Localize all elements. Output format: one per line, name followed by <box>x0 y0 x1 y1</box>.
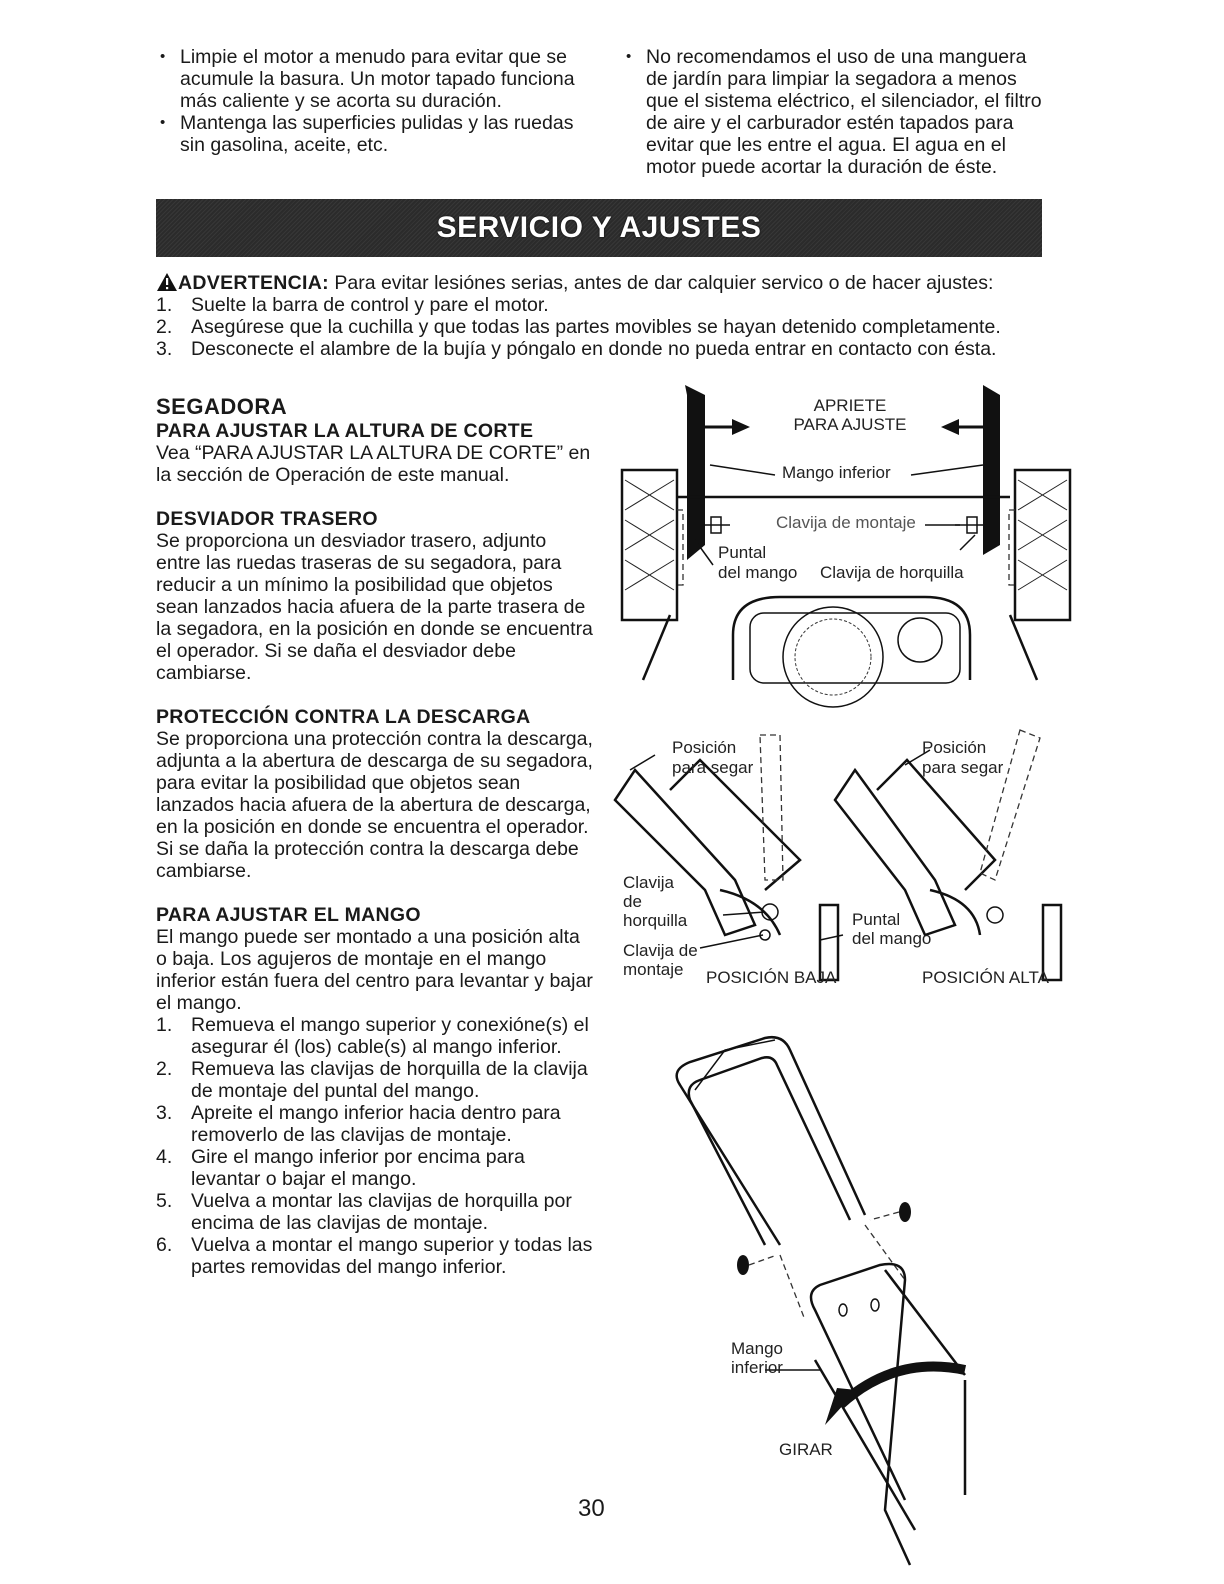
step-number: 1. <box>156 294 173 316</box>
step-number: 4. <box>156 1146 173 1168</box>
leader-line <box>710 465 775 475</box>
step-text: Apreite el mango inferior hacia dentro para removerlo de las clavijas de montaje. <box>191 1102 561 1146</box>
deck-edge <box>1010 615 1037 680</box>
warning-step <box>156 294 1056 316</box>
label-para-segar-left: para segar <box>672 758 754 777</box>
label-del-mango: del mango <box>718 563 798 582</box>
label-para-ajuste: PARA AJUSTE <box>793 415 907 434</box>
mango-step <box>156 1102 594 1146</box>
label-girar: GIRAR <box>779 1440 833 1459</box>
right-wheel-tread <box>1018 480 1067 590</box>
step-number: 3. <box>156 1102 173 1124</box>
altura-body: Vea “PARA AJUSTAR LA ALTURA DE CORTE” en la sección de Operación de este manual. <box>156 442 591 486</box>
deck-edge <box>643 615 670 680</box>
label-mango-inferior: Mango inferior <box>782 463 891 482</box>
warning-block <box>156 272 1056 360</box>
label-clavija-de: Clavija de <box>623 941 698 960</box>
desviador-body: Se proporciona un desviador trasero, adjunto entre las ruedas traseras de su segadora, para reducir a un mínimo la posibilidad que objetos sean lanzados hacia afuera de la parte trasera de la segadora, en la posición en donde se encuentra el operador. Si se daña el desviador debe cambiarse. <box>156 530 593 684</box>
upper-handle <box>677 1037 865 1245</box>
segadora-section <box>156 396 594 1278</box>
intro-right-column <box>622 46 1052 178</box>
bullet-text: Mantenga las superficies pulidas y las ruedas sin gasolina, aceite, etc. <box>180 112 574 156</box>
left-mounting-pin <box>703 517 730 533</box>
fuel-cap <box>898 618 942 662</box>
bullet-item <box>156 46 596 112</box>
mango-heading: PARA AJUSTAR EL MANGO <box>156 904 421 926</box>
step-number: 3. <box>156 338 173 360</box>
label-posicion-alta: POSICIÓN ALTA <box>922 968 1049 987</box>
label-posicion-baja: POSICIÓN BAJA <box>706 968 837 987</box>
bullet-text: No recomendamos el uso de una manguera de jardín para limpiar la segadora a menos que el sistema eléctrico, el silenciador, el filtro de aire y el carburador estén tapados para evitar que les entre el agua. El agua en el motor puede acortar la duración de éste. <box>646 46 1042 178</box>
mango-step <box>156 1234 594 1278</box>
mango-step <box>156 1058 594 1102</box>
mount-pin <box>839 1304 847 1316</box>
step-number: 2. <box>156 1058 173 1080</box>
label-posicion-left: Posición <box>672 738 737 757</box>
left-handle-bar <box>685 385 705 560</box>
bolt-left <box>737 1255 777 1275</box>
warning-icon <box>156 272 178 292</box>
proteccion-heading: PROTECCIÓN CONTRA LA DESCARGA <box>156 706 531 728</box>
mango-step <box>156 1014 594 1058</box>
segadora-title: SEGADORA <box>156 394 288 419</box>
warning-line <box>156 272 1056 294</box>
label-clavija-montaje: Clavija de montaje <box>776 513 916 532</box>
label-para-segar-right: para segar <box>922 758 1004 777</box>
warning-step <box>156 338 1056 360</box>
mango-body: El mango puede ser montado a una posición alta o baja. Los agujeros de montaje en el mango inferior están fuera del centro para levantar y bajar el mango. <box>156 926 593 1014</box>
page-number: 30 <box>578 1495 605 1522</box>
engine-flywheel <box>783 607 883 707</box>
label-clavija: Clavija <box>623 873 675 892</box>
proteccion-body: Se proporciona una protección contra la descarga, adjunta a la abertura de descarga de su segadora, para evitar la posibilidad que objetos sean lanzados hacia afuera de la abertura de descarga, en la posición en donde se encuentra el operador. Si se daña la protección contra la descarga debe cambiarse. <box>156 728 593 882</box>
bullet-item <box>156 112 596 156</box>
cut-position-ghost-high <box>980 730 1040 880</box>
upper-handle-inner <box>689 1057 850 1245</box>
right-handle-bar <box>983 385 1000 555</box>
leader-line <box>960 535 975 550</box>
left-wheel-tread <box>625 480 674 590</box>
mango-step <box>156 1190 594 1234</box>
bullet-text: Limpie el motor a menudo para evitar que se acumule la basura. Un motor tapado funciona más caliente y se acorta su duración. <box>180 46 575 112</box>
label-clavija-horquilla: Clavija de horquilla <box>820 563 964 582</box>
label-mango: Mango <box>731 1339 783 1358</box>
label-inferior: inferior <box>731 1358 783 1377</box>
step-text: Vuelva a montar el mango superior y todas las partes removidas del mango inferior. <box>191 1234 593 1278</box>
label-posicion-right: Posición <box>922 738 987 757</box>
warning-text: Para evitar lesiónes serias, antes de dar calquier servico o de hacer ajustes: <box>334 272 994 294</box>
guide-line <box>780 1255 805 1320</box>
desviador-heading: DESVIADOR TRASERO <box>156 508 378 530</box>
step-text: Remueva las clavijas de horquilla de la clavija de montaje del puntal del mango. <box>191 1058 588 1102</box>
label-apriete: APRIETE <box>813 396 887 415</box>
step-number: 5. <box>156 1190 173 1212</box>
bolt-right <box>870 1202 911 1222</box>
cut-position-ghost-low <box>760 735 783 880</box>
section-banner <box>156 199 1042 257</box>
engine-shroud <box>750 613 960 683</box>
label-puntal: Puntal <box>852 910 901 929</box>
hairpin-high <box>987 907 1003 923</box>
label-del-mango: del mango <box>852 929 932 948</box>
leader-line <box>911 465 983 475</box>
step-text: Asegúrese que la cuchilla y que todas las partes movibles se hayan detenido completamente. <box>191 316 1001 338</box>
warning-step <box>156 316 1056 338</box>
intro-left-column <box>156 46 596 156</box>
rotate-arrowhead <box>825 1388 857 1425</box>
section-title: SERVICIO Y AJUSTES <box>436 211 762 244</box>
engine-housing <box>733 597 970 680</box>
label-puntal: Puntal <box>718 543 767 562</box>
right-wheel <box>1015 470 1070 620</box>
bullet-item <box>622 46 1052 178</box>
step-number: 1. <box>156 1014 173 1036</box>
step-number: 6. <box>156 1234 173 1256</box>
step-text: Remueva el mango superior y conexióne(s) el asegurar él (los) cable(s) al mango inferior. <box>191 1014 589 1058</box>
left-squeeze-arrow <box>700 419 750 435</box>
label-montaje: montaje <box>623 960 684 979</box>
mount-pin <box>871 1299 879 1311</box>
warning-label: ADVERTENCIA: <box>178 272 329 294</box>
step-text: Gire el mango inferior por encima para levantar o bajar el mango. <box>191 1146 525 1190</box>
altura-heading: PARA AJUSTAR LA ALTURA DE CORTE <box>156 420 534 442</box>
left-wheel <box>622 470 677 620</box>
lower-handle <box>811 1264 910 1565</box>
step-text: Desconecte el alambre de la bujía y póngalo en donde no pueda entrar en contacto con ésta. <box>191 338 997 360</box>
figure-handle-rotate <box>665 1030 1025 1550</box>
label-horquilla: horquilla <box>623 911 688 930</box>
rotate-arrow <box>840 1367 965 1405</box>
upper-handle-top <box>695 1040 775 1090</box>
step-text: Suelte la barra de control y pare el motor. <box>191 294 549 316</box>
right-squeeze-arrow <box>941 419 990 435</box>
step-number: 2. <box>156 316 173 338</box>
step-text: Vuelva a montar las clavijas de horquilla por encima de las clavijas de montaje. <box>191 1190 572 1234</box>
mango-step <box>156 1146 594 1190</box>
label-de: de <box>623 892 642 911</box>
